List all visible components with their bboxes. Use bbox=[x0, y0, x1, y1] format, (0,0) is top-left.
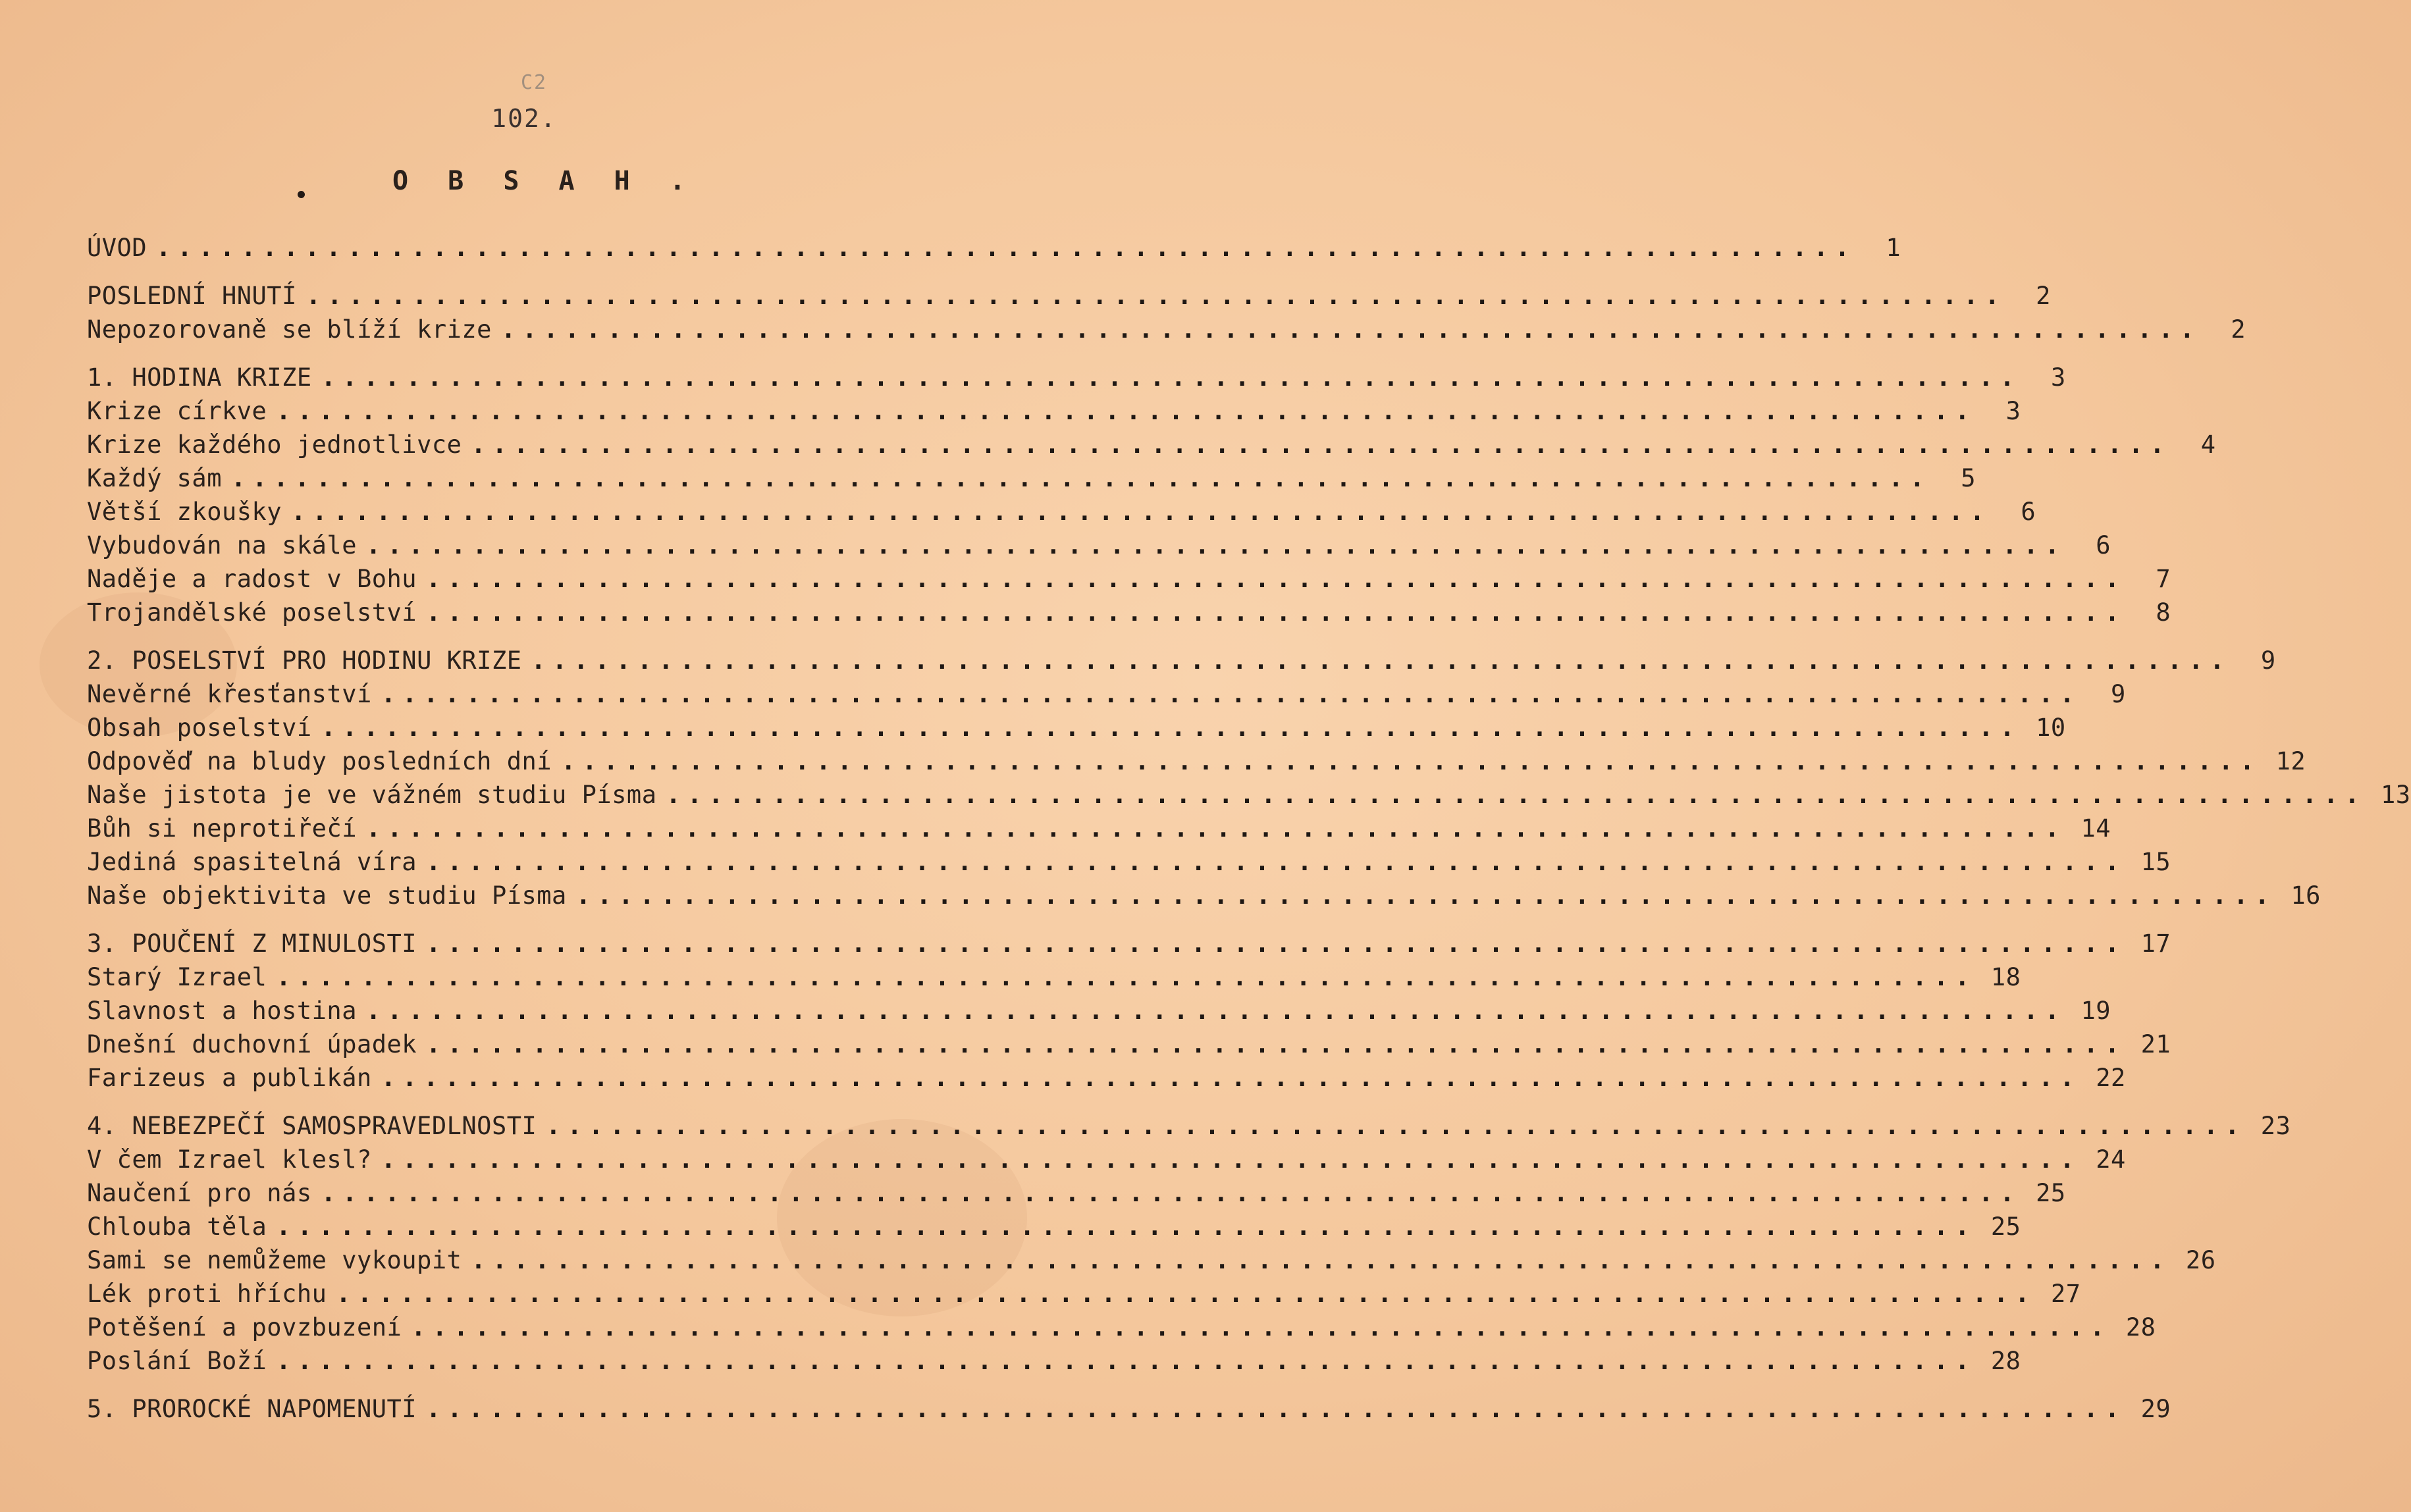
toc-entry-label: Krize církve bbox=[87, 397, 267, 425]
toc-entry-page: 7 bbox=[2156, 565, 2171, 593]
dot-leader: ................................................................................ bbox=[471, 430, 2171, 459]
toc-entry-label: Dnešní duchovní úpadek bbox=[87, 1030, 417, 1058]
dot-leader: ................................................................................ bbox=[291, 498, 1992, 526]
toc-entry-label: Každý sám bbox=[87, 464, 222, 492]
toc-entry-label: Nevěrné křesťanství bbox=[87, 680, 372, 708]
toc-entry bbox=[87, 1347, 2021, 1380]
dot-leader: ................................................................................ bbox=[411, 1313, 2111, 1342]
page-number: 102. bbox=[491, 104, 557, 133]
toc-entry-label: Trojandělské poselství bbox=[87, 598, 417, 627]
toc-entry bbox=[87, 1064, 2126, 1097]
dot-leader: ................................................................................ bbox=[471, 1246, 2171, 1274]
toc-entry-label: 2. POSELSTVÍ PRO HODINU KRIZE bbox=[87, 646, 522, 675]
dot-leader: ................................................................................ bbox=[321, 714, 2021, 742]
toc-entry bbox=[87, 430, 2216, 464]
toc-entry-page: 29 bbox=[2140, 1395, 2171, 1423]
toc-entry-label: Větší zkoušky bbox=[87, 498, 282, 526]
toc-entry-label: Starý Izrael bbox=[87, 963, 267, 991]
toc-entry-page: 24 bbox=[2096, 1145, 2126, 1174]
toc-entry bbox=[87, 315, 2246, 349]
toc-entry-page: 17 bbox=[2140, 929, 2171, 958]
toc-entry-label: Naučení pro nás bbox=[87, 1179, 312, 1207]
toc-entry bbox=[87, 963, 2021, 997]
toc-entry-label: 4. NEBEZPEČÍ SAMOSPRAVEDLNOSTI bbox=[87, 1112, 537, 1140]
toc-entry-label: Bůh si neprotiřečí bbox=[87, 814, 357, 843]
toc-entry bbox=[87, 1395, 2171, 1428]
toc-entry-label: 1. HODINA KRIZE bbox=[87, 363, 312, 392]
toc-entry-page: 28 bbox=[1990, 1347, 2021, 1375]
dot-leader: ................................................................................ bbox=[666, 781, 2366, 809]
toc-entry bbox=[87, 680, 2126, 714]
toc-entry-page: 4 bbox=[2200, 430, 2216, 459]
toc-entry-page: 19 bbox=[2080, 997, 2111, 1025]
toc-entry bbox=[87, 234, 1901, 267]
toc-entry-label: Naděje a radost v Bohu bbox=[87, 565, 417, 593]
dot-leader: ................................................................................ bbox=[365, 997, 2067, 1025]
toc-entry bbox=[87, 1313, 2156, 1347]
dot-leader: ................................................................................ bbox=[276, 963, 1976, 991]
toc-entry-page: 16 bbox=[2291, 881, 2321, 910]
dot-leader: ................................................................................ bbox=[426, 565, 2127, 593]
toc-entry-label: Chlouba těla bbox=[87, 1212, 267, 1241]
toc-entry-page: 3 bbox=[2005, 397, 2021, 425]
dot-leader: ................................................................................ bbox=[305, 282, 2006, 310]
dot-leader: ................................................................................ bbox=[276, 1212, 1976, 1241]
toc-entry-label: ÚVOD bbox=[87, 234, 147, 262]
toc-entry-page: 1 bbox=[1886, 234, 1901, 262]
toc-entry-label: Potěšení a povzbuzení bbox=[87, 1313, 402, 1342]
table-of-contents bbox=[87, 234, 2411, 1428]
dot-leader: ................................................................................ bbox=[276, 1347, 1976, 1375]
toc-entry-label: Jediná spasitelná víra bbox=[87, 848, 417, 876]
toc-entry-page: 9 bbox=[2111, 680, 2126, 708]
dot-leader: ................................................................................ bbox=[500, 315, 2202, 344]
toc-entry-page: 28 bbox=[2125, 1313, 2156, 1342]
toc-entry-page: 6 bbox=[2096, 531, 2111, 560]
toc-entry-label: 5. PROROCKÉ NAPOMENUTÍ bbox=[87, 1395, 417, 1423]
dot-leader: ................................................................................ bbox=[321, 363, 2021, 392]
toc-entry bbox=[87, 397, 2021, 430]
dot-leader: ................................................................................ bbox=[426, 848, 2127, 876]
toc-entry bbox=[87, 997, 2111, 1030]
toc-entry-page: 5 bbox=[1961, 464, 1976, 492]
toc-entry-label: Obsah poselství bbox=[87, 714, 312, 742]
toc-entry bbox=[87, 881, 2321, 915]
toc-entry-page: 21 bbox=[2140, 1030, 2171, 1058]
dot-leader: ................................................................................ bbox=[321, 1179, 2021, 1207]
toc-entry-page: 2 bbox=[2036, 282, 2051, 310]
dot-leader: ................................................................................ bbox=[336, 1280, 2036, 1308]
toc-entry-page: 22 bbox=[2096, 1064, 2126, 1092]
toc-entry-label: Nepozorovaně se blíží krize bbox=[87, 315, 492, 344]
toc-entry-page: 9 bbox=[2260, 646, 2276, 675]
dot-leader: ................................................................................ bbox=[276, 397, 1976, 425]
dot-leader: ................................................................................ bbox=[381, 1064, 2081, 1092]
toc-entry bbox=[87, 929, 2171, 963]
toc-entry-label: 3. POUČENÍ Z MINULOSTI bbox=[87, 929, 417, 958]
ink-dot bbox=[298, 191, 305, 198]
toc-entry-label: Slavnost a hostina bbox=[87, 997, 357, 1025]
toc-entry-label: POSLEDNÍ HNUTÍ bbox=[87, 282, 297, 310]
toc-entry-page: 23 bbox=[2260, 1112, 2291, 1140]
toc-entry bbox=[87, 848, 2171, 881]
toc-entry bbox=[87, 464, 1976, 498]
toc-entry-page: 3 bbox=[2050, 363, 2066, 392]
toc-entry bbox=[87, 714, 2066, 747]
dot-leader: ................................................................................ bbox=[365, 531, 2067, 560]
dot-leader: ................................................................................ bbox=[426, 598, 2127, 627]
dot-leader: ................................................................................ bbox=[426, 1395, 2127, 1423]
toc-entry-label: Sami se nemůžeme vykoupit bbox=[87, 1246, 462, 1274]
toc-entry bbox=[87, 498, 2036, 531]
dot-leader: ................................................................................ bbox=[575, 881, 2276, 910]
toc-entry bbox=[87, 363, 2066, 397]
toc-entry-label: Naše jistota je ve vážném studiu Písma bbox=[87, 781, 657, 809]
toc-entry-label: Poslání Boží bbox=[87, 1347, 267, 1375]
toc-entry-page: 6 bbox=[2021, 498, 2036, 526]
toc-entry bbox=[87, 646, 2276, 680]
toc-entry-page: 2 bbox=[2231, 315, 2246, 344]
dot-leader: ................................................................................ bbox=[546, 1112, 2246, 1140]
toc-entry-label: Naše objektivita ve studiu Písma bbox=[87, 881, 567, 910]
toc-entry bbox=[87, 781, 2411, 814]
toc-entry-page: 12 bbox=[2275, 747, 2306, 775]
toc-entry bbox=[87, 282, 2051, 315]
toc-entry-page: 27 bbox=[2050, 1280, 2081, 1308]
toc-entry bbox=[87, 747, 2306, 781]
page-title: O B S A H . bbox=[392, 166, 697, 196]
toc-entry-label: Lék proti hříchu bbox=[87, 1280, 327, 1308]
dot-leader: ................................................................................ bbox=[230, 464, 1932, 492]
toc-entry bbox=[87, 1212, 2021, 1246]
toc-entry bbox=[87, 598, 2171, 632]
toc-entry-label: Vybudován na skále bbox=[87, 531, 357, 560]
dot-leader: ................................................................................ bbox=[365, 814, 2067, 843]
toc-entry-page: 15 bbox=[2140, 848, 2171, 876]
toc-entry bbox=[87, 814, 2111, 848]
toc-entry bbox=[87, 1280, 2081, 1313]
toc-entry bbox=[87, 565, 2171, 598]
toc-entry-page: 8 bbox=[2156, 598, 2171, 627]
dot-leader: ................................................................................ bbox=[426, 929, 2127, 958]
toc-entry bbox=[87, 1112, 2291, 1145]
toc-entry-page: 13 bbox=[2381, 781, 2411, 809]
toc-entry bbox=[87, 1145, 2126, 1179]
toc-entry-page: 18 bbox=[1990, 963, 2021, 991]
toc-entry bbox=[87, 1179, 2066, 1212]
toc-entry bbox=[87, 531, 2111, 565]
dot-leader: ................................................................................ bbox=[426, 1030, 2127, 1058]
dot-leader: ................................................................................ bbox=[381, 1145, 2081, 1174]
dot-leader: ................................................................................ bbox=[156, 234, 1857, 262]
toc-entry-label: Farizeus a publikán bbox=[87, 1064, 372, 1092]
toc-entry-label: Odpověď na bludy posledních dní bbox=[87, 747, 552, 775]
toc-entry-label: V čem Izrael klesl? bbox=[87, 1145, 372, 1174]
dot-leader: ................................................................................ bbox=[381, 680, 2081, 708]
toc-entry bbox=[87, 1246, 2216, 1280]
toc-entry-page: 25 bbox=[1990, 1212, 2021, 1241]
toc-entry-page: 26 bbox=[2185, 1246, 2216, 1274]
toc-entry-page: 25 bbox=[2036, 1179, 2066, 1207]
toc-entry-label: Krize každého jednotlivce bbox=[87, 430, 462, 459]
dot-leader: ................................................................................ bbox=[561, 747, 2262, 775]
dot-leader: ................................................................................ bbox=[531, 646, 2231, 675]
page-top-mark: C2 bbox=[520, 71, 548, 94]
toc-entry bbox=[87, 1030, 2171, 1064]
toc-entry-page: 14 bbox=[2080, 814, 2111, 843]
toc-entry-page: 10 bbox=[2036, 714, 2066, 742]
